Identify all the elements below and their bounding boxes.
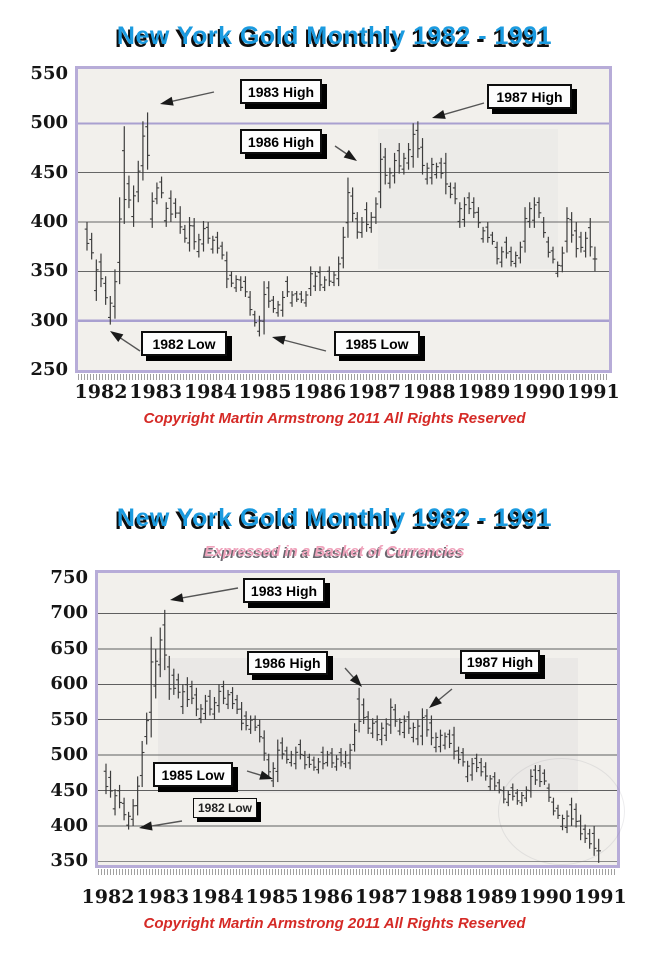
x-tick-label: 1989 — [457, 381, 511, 403]
annotation-1982-low: 1982 Low — [141, 331, 227, 356]
y-tick-label: 450 — [50, 779, 88, 801]
x-tick-label: 1988 — [402, 381, 456, 403]
y-tick-label: 700 — [50, 602, 88, 624]
x-tick-label: 1987 — [348, 381, 401, 403]
x-tick-label: 1986 — [293, 381, 347, 403]
y-tick-label: 500 — [50, 744, 88, 766]
y-tick-label: 750 — [50, 566, 88, 588]
chart1-title: New York Gold Monthly 1982 - 1991 — [116, 22, 553, 50]
x-tick-label: 1988 — [409, 886, 463, 908]
x-tick-label: 1990 — [512, 381, 566, 403]
chart1-copyright: Copyright Martin Armstrong 2011 All Rights Reserved — [143, 410, 526, 427]
chart2-price-bars-svg — [98, 573, 617, 865]
chart2-plot-area — [95, 570, 620, 868]
chart1-plot-area — [75, 66, 612, 373]
y-tick-label: 500 — [30, 112, 68, 134]
annotation-1983-high: 1983 High — [240, 79, 322, 104]
x-tick-label: 1989 — [464, 886, 518, 908]
y-tick-label: 400 — [30, 210, 68, 232]
y-tick-label: 550 — [50, 708, 88, 730]
x-tick-label: 1986 — [300, 886, 354, 908]
annotation-1983-high: 1983 High — [243, 578, 325, 603]
y-tick-label: 650 — [50, 637, 88, 659]
chart2-copyright: Copyright Martin Armstrong 2011 All Rights Reserved — [143, 915, 526, 932]
x-tick-label: 1990 — [519, 886, 573, 908]
chart2-subtitle: Expressed in a Basket of Currencies — [204, 543, 465, 560]
x-tick-label: 1991 — [573, 886, 627, 908]
chart2-title: New York Gold Monthly 1982 - 1991 — [116, 504, 553, 532]
y-tick-label: 450 — [30, 161, 68, 183]
x-tick-label: 1985 — [245, 886, 299, 908]
x-tick-label: 1983 — [129, 381, 183, 403]
annotation-1986-high: 1986 High — [247, 651, 328, 675]
price-bars — [85, 112, 598, 336]
annotation-1985-low: 1985 Low — [334, 331, 420, 356]
price-bars — [104, 610, 601, 863]
x-tick-label: 1982 — [81, 886, 135, 908]
gridlines — [98, 613, 617, 861]
chart1-price-bars-svg — [78, 69, 609, 370]
x-tick-label: 1985 — [238, 381, 292, 403]
x-tick-label: 1982 — [74, 381, 128, 403]
x-tick-label: 1991 — [566, 381, 620, 403]
x-tick-label: 1984 — [183, 381, 237, 403]
y-tick-label: 300 — [30, 309, 68, 331]
y-tick-label: 350 — [50, 850, 88, 872]
x-tick-label: 1987 — [355, 886, 408, 908]
x-tick-label: 1983 — [136, 886, 190, 908]
y-tick-label: 350 — [30, 260, 68, 282]
annotation-1985-low: 1985 Low — [153, 762, 233, 787]
y-tick-label: 550 — [30, 62, 68, 84]
y-tick-label: 400 — [50, 815, 88, 837]
chart2-month-ticks — [98, 869, 617, 875]
y-tick-label: 250 — [30, 359, 68, 380]
x-tick-label: 1984 — [190, 886, 244, 908]
annotation-1982-low: 1982 Low — [193, 798, 257, 818]
annotation-1986-high: 1986 High — [240, 129, 322, 154]
annotation-1987-high: 1987 High — [487, 84, 572, 109]
chart1-month-ticks — [78, 374, 609, 380]
annotation-1987-high: 1987 High — [460, 650, 540, 674]
y-tick-label: 600 — [50, 673, 88, 695]
